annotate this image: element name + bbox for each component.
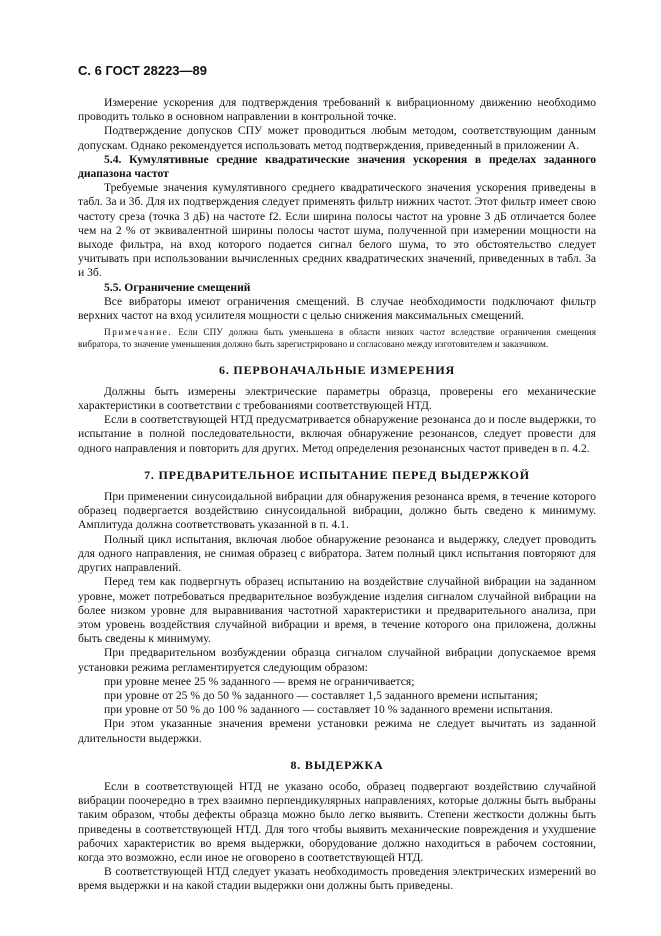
page-content [78, 96, 596, 894]
paragraph: Полный цикл испытания, включая любое обнаружение резонанса и выдержку, следует проводить для одного направления, не снимая образец с вибратора. Затем полный цикл испытания повторяют для других направлений. [78, 532, 596, 575]
paragraph: При применении синусоидальной вибрации для обнаружения резонанса время, в течение которого образец подвергается воздействию синусоидальной вибрации, должно быть сведено к минимуму. Амплитуда должна соответствовать указанной в п. 4.1. [78, 490, 596, 532]
paragraph: Подтверждение допусков СПУ может проводиться любым методом, соответствующим данным допускам. Однако рекомендуется использовать метод подтверждения, приведенный в приложении А. [78, 124, 596, 152]
note-label: Примечание. [104, 327, 173, 338]
note-text: Если СПУ должна быть уменьшена в области низких частот вследствие ограничения смещения вибратора, то значение уменьшения должно быть зарегистрировано и согласовано между изготовителем и заказчиком. [78, 327, 596, 350]
section-heading-8: 8. ВЫДЕРЖКА [290, 757, 384, 772]
list-item: при уровне от 25 % до 50 % заданного — составляет 1,5 заданного времени испытания; [104, 688, 538, 702]
page-header: С. 6 ГОСТ 28223—89 [78, 63, 207, 78]
paragraph: При этом указанные значения времени установки режима не следует вычитать из заданной длительности выдержки. [78, 717, 596, 745]
paragraph: Если в соответствующей НТД предусматривается обнаружение резонанса до и после выдержки, то испытание в полной последовательности, включая обнаружение резонансов, следует провести для одного направления и повторить для других. Метод определения резонансных частот приведен в п. 4.2. [78, 413, 596, 455]
section-heading-6: 6. ПЕРВОНАЧАЛЬНЫЕ ИЗМЕРЕНИЯ [219, 362, 455, 377]
list-item: при уровне менее 25 % заданного — время не ограничивается; [104, 674, 415, 688]
list-item: при уровне от 50 % до 100 % заданного — составляет 10 % заданного времени испытания. [104, 703, 553, 717]
paragraph: Все вибраторы имеют ограничения смещений. В случае необходимости подключают фильтр верхних частот на вход усилителя мощности с целью снижения максимальных смещений. [78, 294, 596, 323]
paragraph: Если в соответствующей НТД не указано особо, образец подвергают воздействию случайной вибрации поочередно в трех взаимно перпендикулярных направлениях, которые должны быть выбраны таким образом, чтобы дефекты образца можно было легко выявить. Степени жесткости должны быть приведены в соответствующей НТД. Для того чтобы выявить механические повреждения и ухудшение рабочих характеристик во время выдержки, оборудование должно находиться в рабочем состоянии, когда это возможно, если иное не оговорено в соответствующей НТД. [78, 779, 596, 864]
paragraph: При предварительном возбуждении образца сигналом случайной вибрации допускаемое время установки режима регламентируется следующим образом: [78, 646, 596, 674]
note [78, 326, 596, 350]
paragraph: Требуемые значения кумулятивного среднего квадратического значения ускорения приведены в табл. 3а и 3б. Для их подтверждения следует применять фильтр нижних частот. Этот фильтр имеет свою частоту среза (точка 3 дБ) на частоте f2. Если ширина полосы частот на уровне 3 дБ отличается более чем на 2 % от эквивалентной ширины полосы частот шума, полученной при измерении мощности на выходе фильтра, на вход которого подается сигнал белого шума, то это обстоятельство следует учитывать при использовании вычисленных средних квадратических значений, приведенных в табл. 3а и 3б. [78, 181, 596, 280]
paragraph: Должны быть измерены электрические параметры образца, проверены его механические характеристики в соответствии с требованиями соответствующей НТД. [78, 384, 596, 413]
paragraph: Перед тем как подвергнуть образец испытанию на воздействие случайной вибрации на заданном уровне, может потребоваться предварительное возбуждение изделия сигналом случайной вибрации на более низком уровне для выравнивания частотной характеристики и предварительного анализа, при этом уровень воздействия случайной вибрации и время, в течение которого она приложена, должны быть сведены к минимуму. [78, 575, 596, 646]
section-heading-7: 7. ПРЕДВАРИТЕЛЬНОЕ ИСПЫТАНИЕ ПЕРЕД ВЫДЕРЖКОЙ [144, 467, 530, 482]
subsection-heading-5-5: 5.5. Ограничение смещений [104, 280, 251, 294]
subsection-heading-5-4: 5.4. Кумулятивные средние квадратические значения ускорения в пределах заданного диапазона частот [78, 152, 596, 181]
paragraph: В соответствующей НТД следует указать необходимость проведения электрических измерений во время выдержки и на какой стадии выдержки они должны быть приведены. [78, 865, 596, 893]
paragraph: Измерение ускорения для подтверждения требований к вибрационному движению необходимо проводить только в основном направлении в контрольной точке. [78, 96, 596, 124]
